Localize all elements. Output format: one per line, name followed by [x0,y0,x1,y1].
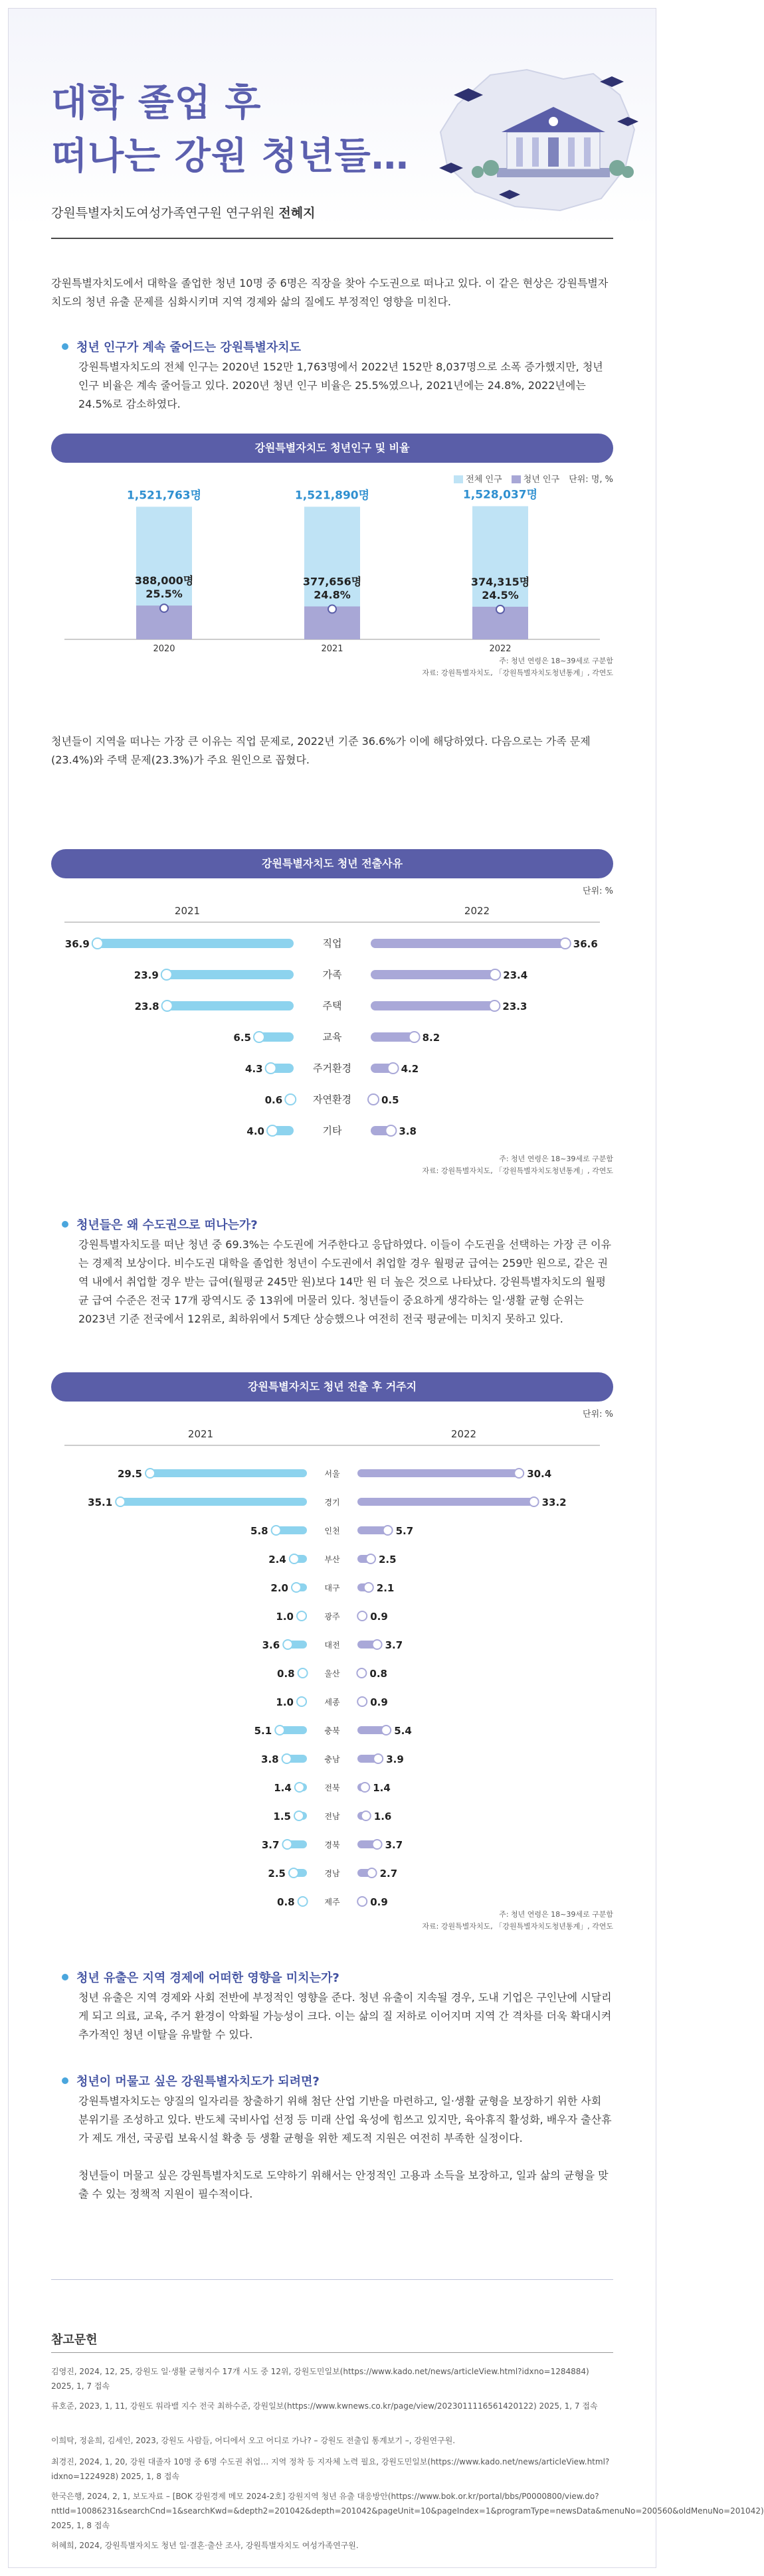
section-paragraph: 강원특별자치도는 양질의 일자리를 창출하기 위해 첨단 산업 기반을 마련하고, 일·생활 균형을 보장하기 위한 사회 분위기를 조성하고 있다. 반도체 국비사업 선정 등 미래 산업 육성에 힘쓰고 있지만, 육아휴직 활성화, 배우자 출산휴가 제도 개선, 국공립 보육시설 확충 등 생활 균형을 위한 제도적 지원은 여전히 부족한 실정이다. [78,2095,612,2144]
right-year-label: 2022 [450,1428,477,1440]
right-value-label: 0.5 [381,1094,399,1106]
legend-swatch-youth [512,475,521,483]
bar-end-marker-icon [292,1583,301,1592]
reference-item: 이희탁, 정윤희, 김세인, 2023, 강원도 사람들, 어디에서 오고 어디로 가나? – 강원도 전출입 통계보기 –, 강원연구원. [51,2436,456,2445]
references-title: 참고문헌 [51,2333,98,2347]
left-value-label: 3.6 [262,1639,280,1651]
bar-end-marker-icon [357,1897,367,1906]
right-value-label: 1.6 [373,1811,392,1822]
bar-end-marker-icon [364,1583,373,1592]
youth-ratio-label: 24.5% [482,588,519,602]
reference-item: 허혜희, 2024, 강원특별자치도 청년 일·결혼·출산 조사, 강원특별자치도 여성가족연구원. [51,2541,359,2550]
left-value-label: 5.8 [250,1525,268,1537]
left-value-label: 2.4 [268,1554,286,1566]
section-paragraph: 청년 유출은 지역 경제와 사회 전반에 부정적인 영향을 준다. 청년 유출이 지속될 경우, 도내 기업은 구인난에 시달리게 되고 의료, 교육, 주거 환경이 악화될 가능성이 크다. 이는 삶의 질 저하로 이어지며 지역 간 격차를 더욱 확대시켜 추가적인 청년 이탈을 유발할 수 있다. [78,1991,612,2041]
category-label: 전북 [324,1783,340,1793]
ratio-marker-icon [160,604,168,612]
right-value-label: 0.9 [370,1896,388,1908]
right-value-label: 2.7 [379,1868,398,1880]
category-label: 경기 [324,1498,340,1507]
chart3-title-band: 강원특별자치도 청년 전출 후 거주지 [51,1372,613,1402]
bar-end-marker-icon [357,1697,367,1706]
left-bar [120,1498,307,1506]
bar-end-marker-icon [285,1094,296,1105]
left-value-label: 35.1 [88,1496,113,1508]
bar-end-marker-icon [373,1840,382,1849]
chart-source: 자료: 강원특별자치도, 「강원특별자치도청년통계」, 각연도 [422,1922,613,1931]
bar-end-marker-icon [360,1783,369,1792]
left-value-label: 2.0 [270,1582,288,1594]
category-label: 충북 [324,1726,340,1735]
divider [51,2279,613,2280]
section-paragraph: 청년들이 머물고 싶은 강원특별자치도로 도약하기 위해서는 안정적인 고용과 소득을 보장하고, 일과 삶의 균형을 맞출 수 있는 정책적 지원이 필수적이다. [78,2169,609,2200]
section-paragraph: 강원특별자치도를 떠난 청년 중 69.3%는 수도권에 거주한다고 응답하였다. 이들이 수도권을 선택하는 가장 큰 이유는 경제적 보상이다. 비수도권 대학을 졸업한 청년이 수도권에서 취업할 경우 월평균 급여는 259만 원으로, 같은 권역 내에서 취업할 경우 받는 급여(월평균 245만 원)보다 14만 원 더 높은 것으로 나타났다. 강원특별자치도의 월평균 급여 수준은 전국 17개 광역시도 중 13위에 머물러 있다. 청년들이 중요하게 생각하는 일·생활 균형 순위는 2023년 기준 전국에서 12위로, 최하위에서 5계단 상승했으나 여전히 전국 평균에는 미치지 못하고 있다. [78,1238,612,1325]
page-title-line1: 대학 졸업 후 [51,82,262,125]
right-value-label: 0.9 [370,1611,388,1623]
left-value-label: 1.4 [274,1782,292,1794]
category-label: 기타 [322,1125,342,1137]
chart-note: 주: 청년 연령은 18~39세로 구분함 [499,1155,613,1163]
left-value-label: 1.0 [276,1611,294,1623]
youth-population-label: 388,000명 [134,574,194,588]
youth-population-chart [51,487,613,653]
bar-end-marker-icon [367,1868,377,1878]
legend-total-label: 전체 인구 [466,475,502,485]
bar-end-marker-icon [529,1497,539,1506]
bar-end-marker-icon [373,1754,383,1763]
section-heading: 청년 유출은 지역 경제에 어떠한 영향을 미치는가? [62,1969,339,1986]
right-value-label: 23.3 [502,1001,527,1012]
author-name: 전혜지 [278,206,316,220]
bar-end-marker-icon [409,1032,420,1042]
outflow-reason-chart [51,900,613,1152]
bar-end-marker-icon [289,1868,298,1878]
left-value-label: 4.3 [245,1063,263,1075]
header [9,9,656,228]
section-heading: 청년이 머물고 싶은 강원특별자치도가 되려면? [62,2072,320,2089]
left-bar [167,970,294,979]
bar-end-marker-icon [290,1554,299,1564]
category-label: 울산 [324,1669,340,1678]
author-affiliation: 강원특별자치도여성가족연구원 연구위원 [51,206,275,220]
page-title-line2: 떠나는 강원 청년들… [51,135,409,178]
reference-item: 김영진, 2024, 12, 25, 강원도 일·생활 균형지수 17개 시도 중 12위, 강원도민일보(https://www.kado.net/news/articleView.html?idxno=1284884) 2025, 1, 7 접속 [51,2367,589,2391]
section-heading: 청년 인구가 계속 줄어드는 강원특별자치도 [62,338,301,355]
intro-paragraph: 강원특별자치도에서 대학을 졸업한 청년 10명 중 6명은 직장을 찾아 수도권으로 떠나고 있다. 이 같은 현상은 강원특별자치도의 청년 유출 문제를 심화시키며 지역 경제와 삶의 질에도 부정적인 영향을 미친다. [51,277,609,308]
category-label: 자연환경 [313,1093,351,1105]
category-label: 전남 [324,1812,340,1821]
reference-item: 최경진, 2024, 1, 20, 강원 대졸자 10명 중 6명 수도권 취업… 지역 정착 등 지자체 노력 필요, 강원도민일보(https://www.kado.net/news/articleView.html?idxno=1224928) 2025, 1, 8 접속 [51,2457,610,2481]
category-label: 인천 [324,1526,340,1536]
left-year-label: 2021 [187,1428,214,1440]
bar-end-marker-icon [297,1611,306,1621]
infographic-page [8,8,764,2568]
right-value-label: 1.4 [373,1782,391,1794]
left-value-label: 0.6 [264,1094,283,1106]
category-label: 부산 [324,1555,340,1564]
left-value-label: 3.7 [261,1839,280,1851]
bar-end-marker-icon [295,1783,304,1792]
category-label: 주거환경 [313,1062,351,1074]
left-value-label: 1.0 [276,1696,294,1708]
year-tick-label: 2021 [321,644,343,654]
youth-population-label: 377,656명 [302,575,362,588]
left-value-label: 23.8 [134,1001,159,1012]
reference-item: 류호준, 2023, 1, 11, 강원도 워라밸 지수 전국 최하수준, 강원일보(https://www.kwnews.co.kr/page/view/2023011116561420122) 2025, 1, 7 접속 [51,2401,598,2411]
bar-end-marker-icon [282,1754,292,1763]
university-building-illustration [427,68,646,214]
bar-end-marker-icon [294,1811,304,1820]
chart-note: 주: 청년 연령은 18~39세로 구분함 [499,657,613,665]
right-value-label: 5.7 [395,1525,414,1537]
section-paragraph: 강원특별자치도의 전체 인구는 2020년 152만 1,763명에서 2022년 152만 8,037명으로 소폭 증가했지만, 청년 인구 비율은 계속 줄어들고 있다. 2020년 청년 인구 비율은 25.5%였으나, 2021년에는 24.8%, 2022년에는 24.5%로 감소하였다. [78,361,603,410]
right-value-label: 3.9 [386,1753,404,1765]
left-bar [167,1001,294,1010]
category-label: 교육 [322,1031,342,1043]
bar-end-marker-icon [490,969,500,980]
left-value-label: 4.0 [246,1125,264,1137]
references-divider [51,2352,613,2353]
bar-end-marker-icon [161,969,172,980]
right-bar [357,1469,519,1477]
category-label: 대구 [324,1583,340,1593]
bar-end-marker-icon [272,1526,281,1535]
category-label: 경북 [324,1840,340,1850]
legend-swatch-total [454,475,463,483]
chart1-title-band: 강원특별자치도 청년인구 및 비율 [51,434,613,463]
bullet-dot-icon [62,1221,68,1228]
bar-end-marker-icon [162,1001,173,1011]
bar-end-marker-icon [381,1726,391,1735]
right-value-label: 33.2 [541,1496,567,1508]
left-value-label: 36.9 [64,938,90,950]
chart1-unit: 단위: 명, % [569,475,613,485]
bar-end-marker-icon [254,1032,264,1042]
paragraph-2: 청년들이 지역을 떠나는 가장 큰 이유는 직업 문제로, 2022년 기준 36.6%가 이에 해당하였다. 다음으로는 가족 문제(23.4%)와 주택 문제(23.3%)가 주요 원인으로 꼽혔다. [51,735,591,766]
bar-end-marker-icon [514,1469,524,1478]
bar-end-marker-icon [267,1125,278,1136]
chart-source: 자료: 강원특별자치도, 「강원특별자치도청년통계」, 각연도 [422,669,613,677]
left-value-label: 6.5 [233,1032,251,1044]
category-label: 직업 [322,937,342,949]
left-bar [98,939,294,948]
section-heading: 청년들은 왜 수도권으로 떠나는가? [62,1216,258,1233]
total-population-label: 1,521,890명 [294,489,370,503]
category-label: 경남 [324,1869,340,1878]
bullet-dot-icon [62,343,68,350]
left-value-label: 2.5 [268,1868,286,1880]
right-value-label: 3.8 [399,1125,417,1137]
left-value-label: 29.5 [117,1468,142,1480]
bar-end-marker-icon [298,1897,308,1906]
bar-end-marker-icon [489,1001,500,1011]
chart2-title-band: 강원특별자치도 청년 전출사유 [51,849,613,878]
chart2-notes [422,1153,613,1177]
bar-end-marker-icon [361,1811,371,1820]
category-label: 세종 [324,1698,340,1707]
right-bar [371,1001,494,1010]
youth-ratio-label: 24.8% [314,588,351,602]
bar-end-marker-icon [560,938,571,949]
bar-end-marker-icon [383,1526,393,1535]
right-bar [371,970,495,979]
right-value-label: 8.2 [422,1032,440,1044]
category-label: 주택 [322,1000,342,1012]
category-label: 서울 [324,1469,340,1479]
category-label: 제주 [324,1897,340,1907]
chart-note: 주: 청년 연령은 18~39세로 구분함 [499,1910,613,1919]
category-label: 가족 [322,969,342,981]
left-value-label: 23.9 [134,969,159,981]
bar-end-marker-icon [266,1063,276,1074]
left-value-label: 3.8 [261,1753,279,1765]
left-bar [150,1469,307,1477]
ratio-marker-icon [496,605,504,613]
left-year-label: 2021 [174,905,201,917]
bar-end-marker-icon [388,1063,399,1074]
legend-youth-label: 청년 인구 [523,475,560,485]
right-value-label: 23.4 [503,969,528,981]
right-value-label: 5.4 [394,1725,412,1737]
right-bar [371,1032,415,1042]
category-label: 대전 [324,1641,340,1650]
left-value-label: 1.5 [273,1811,291,1822]
left-value-label: 0.8 [277,1896,295,1908]
bar-end-marker-icon [275,1726,284,1735]
youth-ratio-label: 25.5% [145,588,183,601]
right-year-label: 2022 [464,905,490,917]
chart2-unit: 단위: % [583,886,613,896]
bullet-dot-icon [62,1974,68,1980]
right-value-label: 3.7 [385,1639,403,1651]
bar-end-marker-icon [357,1668,366,1678]
year-tick-label: 2020 [153,644,175,654]
right-value-label: 0.9 [370,1696,388,1708]
right-value-label: 0.8 [369,1668,387,1680]
header-divider [51,238,613,239]
ratio-marker-icon [328,605,336,613]
bar-end-marker-icon [368,1094,379,1105]
right-value-label: 30.4 [527,1468,552,1480]
bar-end-marker-icon [282,1840,292,1849]
bar-end-marker-icon [298,1668,308,1678]
category-label: 충남 [324,1755,340,1764]
chart3-unit: 단위: % [583,1409,613,1419]
bar-end-marker-icon [116,1497,125,1506]
left-value-label: 5.1 [254,1725,272,1737]
right-value-label: 2.1 [376,1582,395,1594]
bar-end-marker-icon [297,1697,306,1706]
youth-population-label: 374,315명 [470,575,530,588]
bar-end-marker-icon [145,1469,155,1478]
left-value-label: 0.8 [277,1668,295,1680]
right-value-label: 3.7 [385,1839,403,1851]
bar-end-marker-icon [366,1554,375,1564]
bullet-dot-icon [62,2077,68,2084]
chart1-notes [422,655,613,679]
right-bar [357,1498,534,1506]
right-value-label: 36.6 [573,938,598,950]
category-label: 광주 [324,1612,340,1621]
total-population-label: 1,521,763명 [126,489,202,503]
bar-end-marker-icon [92,938,103,949]
bar-end-marker-icon [385,1125,396,1136]
bar-end-marker-icon [357,1611,367,1621]
bar-end-marker-icon [373,1640,382,1649]
right-bar [371,939,565,948]
chart3-notes [422,1909,613,1933]
right-value-label: 2.5 [379,1554,397,1566]
bar-end-marker-icon [283,1640,292,1649]
total-population-label: 1,528,037명 [462,488,538,502]
residence-after-outflow-chart [51,1423,613,1907]
chart-source: 자료: 강원특별자치도, 「강원특별자치도청년통계」, 각연도 [422,1167,613,1175]
year-tick-label: 2022 [489,644,512,654]
chart1-legend [447,472,613,485]
right-value-label: 4.2 [401,1063,419,1075]
author-line [51,203,315,221]
reference-item: 한국은행, 2024, 2, 1, 보도자료 – [BOK 강원경제 메모 2024-2호] 강원지역 청년 유출 대응방안(https://www.bok.or.kr/portal/bbs/P0000800/view.do?nttId=10086231&searchCnd=1&searchKwd=&depth2=201042&depth=201042&pageUnit=10&pageIndex=1&programType=newsData&menuNo=200560&oldMenuNo=201042) 2025, 1, 8 접속 [51,2492,764,2530]
